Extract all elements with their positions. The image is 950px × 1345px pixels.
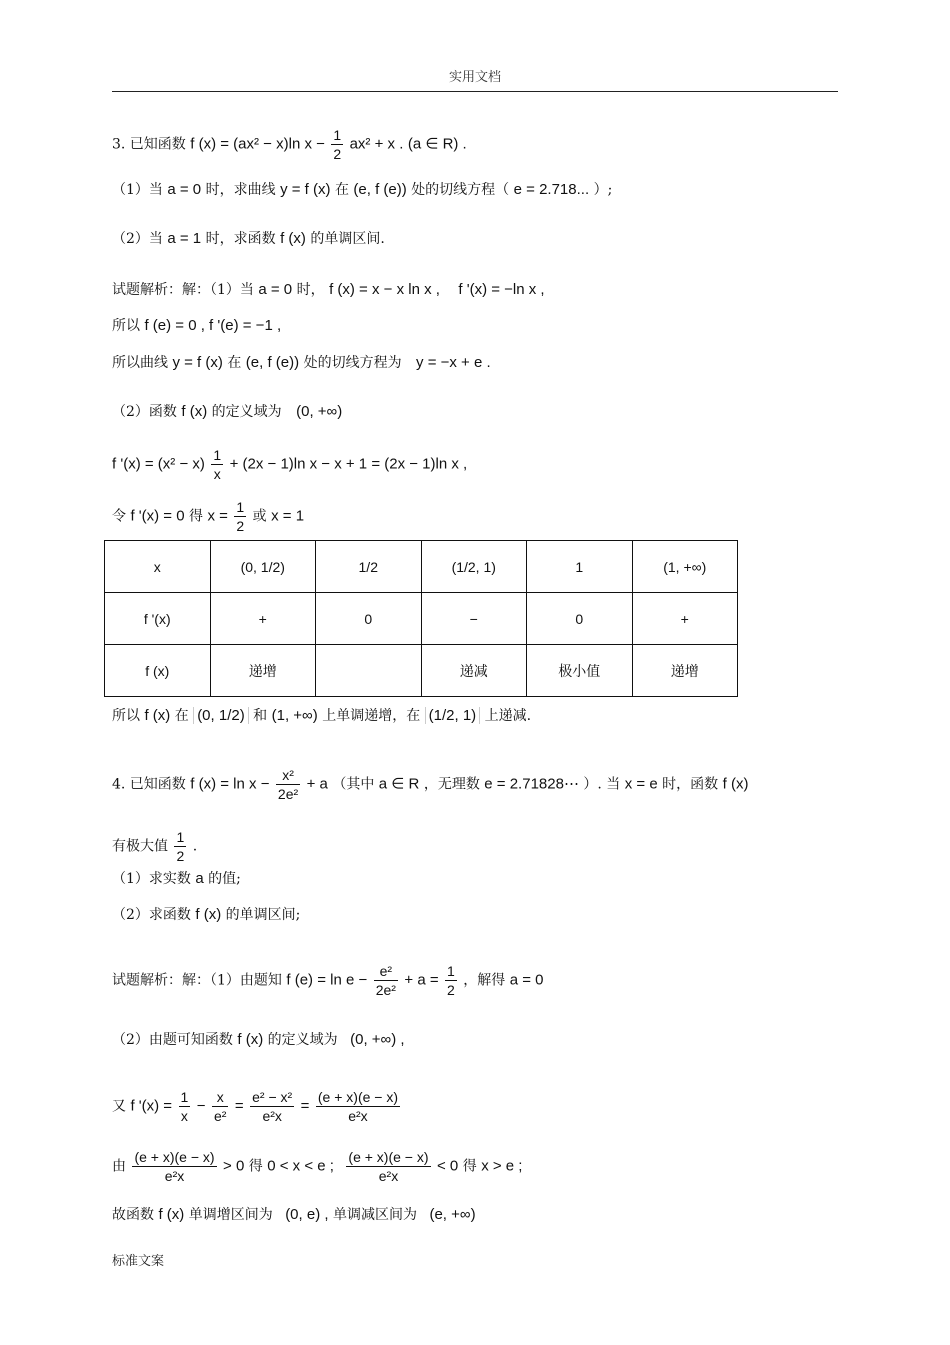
text: 在 <box>227 355 242 371</box>
formula-rhs: + a <box>306 775 328 793</box>
problem-3-domain: (a ∈ R) . <box>407 135 467 153</box>
fraction: $\frac{x}{\text{e²}}$ <box>214 1089 227 1124</box>
text: ）; <box>593 182 613 198</box>
text: . <box>192 838 198 855</box>
table-cell: f '(x) <box>105 593 211 645</box>
problem-3-solution-1 <box>112 280 545 300</box>
text: 处的切线方程为 <box>303 355 402 371</box>
problem-4-inequalities <box>112 1148 522 1185</box>
text: （2）求函数 <box>112 907 191 923</box>
interval-expr: (0, 1/2) <box>193 707 249 724</box>
text: ）. 当 <box>583 776 621 793</box>
fraction: $\frac{(e + x)(e - x)}{\text{e²x}}$ <box>348 1149 429 1184</box>
text: 得 <box>462 1158 477 1175</box>
inequality: < 0 <box>437 1157 459 1175</box>
problem-3-formula-rhs: ax² + x . <box>349 135 404 153</box>
text: 试题解析：解：（1）由题知 <box>112 972 282 989</box>
problem-3-critical-points <box>112 498 304 535</box>
problem-3-solution-3 <box>112 353 491 373</box>
function-expr: f (x) <box>144 707 171 724</box>
e-value: e = 2.718... <box>513 181 590 198</box>
problem-4-conclusion <box>112 1205 476 1225</box>
problem-3-conclusion <box>112 706 531 726</box>
text: 所以曲线 <box>112 355 168 371</box>
derivative-lhs: f '(x) = (x² − x) <box>112 455 205 473</box>
text: 所以 <box>112 318 140 334</box>
sign-table <box>104 540 738 697</box>
operator: = <box>300 1097 310 1115</box>
header-rule <box>112 91 838 92</box>
inequality: > 0 <box>223 1157 245 1175</box>
text: 在 <box>334 182 349 198</box>
domain-expr: (0, +∞) <box>296 403 343 420</box>
text: 的单调区间. <box>310 231 385 247</box>
text: 所以 <box>112 708 140 724</box>
equation-lhs: f (e) = ln e − <box>286 971 368 989</box>
function-expr: f (x) <box>237 1031 264 1048</box>
text: 试题解析：解：（1）当 <box>112 282 254 298</box>
text: 的值; <box>208 871 241 887</box>
text: 在 <box>174 708 189 724</box>
fraction: $\frac{(e + x)(e - x)}{\text{e²x}}$ <box>134 1149 215 1184</box>
text: 上单调递增，在 <box>322 708 421 724</box>
value-expr: f (e) = 0 , f '(e) = −1 , <box>144 317 282 334</box>
table-cell <box>316 645 422 697</box>
fraction-one-over-x: $\frac{1}{x}$ <box>213 447 222 482</box>
x-expr: x = <box>207 507 228 525</box>
text: （1）求实数 <box>112 871 191 887</box>
text: 有极大值 <box>112 838 168 855</box>
text: （2）由题可知函数 <box>112 1032 233 1048</box>
text: 得 <box>189 508 204 525</box>
text: （其中 <box>332 776 375 793</box>
text: （2）函数 <box>112 404 177 420</box>
text: 的定义域为 <box>267 1032 338 1048</box>
table-row <box>105 645 738 697</box>
text: 时，函数 <box>662 776 719 793</box>
page-footer: 标准文案 <box>112 1254 165 1269</box>
fraction-half: $\frac{1}{2}$ <box>333 127 342 162</box>
problem-3-label: 3. 已知函数 <box>112 136 186 153</box>
text: 上递减. <box>484 708 532 724</box>
table-cell: (0, 1/2) <box>210 541 316 593</box>
problem-3-question-1 <box>112 180 612 200</box>
equation-mid: + a = <box>404 971 439 989</box>
function-expr: f (x) <box>158 1206 185 1223</box>
operator: = <box>234 1097 244 1115</box>
text: 得 <box>248 1158 263 1175</box>
table-cell: 1 <box>527 541 633 593</box>
parameter-expr: a <box>195 870 204 887</box>
table-cell: f (x) <box>105 645 211 697</box>
derivative-rhs: + (2x − 1)ln x − x + 1 = (2x − 1)ln x , <box>229 455 468 473</box>
text: 时， <box>296 282 325 298</box>
condition: a = 0 <box>258 281 293 298</box>
problem-4-maximum <box>112 828 197 865</box>
domain-expr: (0, +∞) , <box>350 1031 405 1048</box>
condition: a = 1 <box>167 230 202 247</box>
problem-4-label: 4. 已知函数 <box>112 776 186 793</box>
problem-3-part-2-domain <box>112 402 342 422</box>
text: 令 <box>112 508 126 525</box>
problem-3-question-2 <box>112 229 385 249</box>
fraction: $\frac{(e + x)(e - x)}{\text{e²x}}$ <box>317 1089 399 1124</box>
problem-4-domain <box>112 1030 405 1050</box>
table-cell: (1/2, 1) <box>421 541 527 593</box>
text: 故函数 <box>112 1207 154 1223</box>
derivative-lhs: f '(x) = <box>130 1097 173 1115</box>
condition: a = 0 <box>167 181 202 198</box>
fraction: $\frac{\text{e²}}{\text{2e²}}$ <box>375 963 396 998</box>
function-expr: f (x) = x − x ln x , <box>329 281 440 298</box>
function-expr: f (x) <box>280 230 306 247</box>
text: 时，求曲线 <box>205 182 276 198</box>
x-expr: x = e <box>624 775 658 793</box>
problem-3-solution-2 <box>112 316 281 336</box>
fraction: $\frac{1}{x}$ <box>180 1089 189 1124</box>
fraction-half: $\frac{1}{2}$ <box>447 963 455 998</box>
interval-expr: (e, +∞) <box>429 1206 476 1223</box>
interval-expr: (1/2, 1) <box>425 707 481 724</box>
text: 由 <box>112 1158 126 1175</box>
problem-3-formula-lhs: f (x) = (ax² − x)ln x − <box>190 135 325 153</box>
table-cell: 递减 <box>421 645 527 697</box>
point-expr: (e, f (e)) <box>353 181 407 198</box>
fraction-half: $\frac{1}{2}$ <box>176 829 185 864</box>
table-cell: + <box>210 593 316 645</box>
page-header: 实用文档 <box>448 70 501 85</box>
table-cell: − <box>421 593 527 645</box>
text: ，无理数 <box>423 776 480 793</box>
problem-3-derivative <box>112 446 467 483</box>
text: 的定义域为 <box>211 404 282 420</box>
text: 或 <box>252 508 267 525</box>
table-cell: 0 <box>316 593 422 645</box>
table-cell: 1/2 <box>316 541 422 593</box>
table-cell: 极小值 <box>527 645 633 697</box>
text: 处的切线方程（ <box>411 182 510 198</box>
x-expr: x = 1 <box>271 507 305 525</box>
fraction: $\frac{\text{e² − x²}}{\text{e²x}}$ <box>252 1089 293 1124</box>
text: 又 <box>112 1098 126 1115</box>
problem-3-statement <box>112 126 467 163</box>
text: 的单调区间; <box>225 907 301 923</box>
range-expr: x > e ; <box>481 1157 523 1175</box>
e-value: e = 2.71828⋯ <box>484 775 579 793</box>
function-expr: f (x) <box>195 906 222 923</box>
fraction: $\frac{\text{x²}}{\text{2e²}}$ <box>277 767 299 802</box>
formula-lhs: f (x) = ln x − <box>190 775 270 793</box>
function-expr: f (x) <box>181 403 208 420</box>
table-row <box>105 541 738 593</box>
problem-4-question-2 <box>112 905 300 925</box>
result-expr: a = 0 <box>509 971 544 989</box>
curve-expr: y = f (x) <box>280 181 331 198</box>
fraction-half: $\frac{1}{2}$ <box>236 499 245 534</box>
problem-4-question-1 <box>112 869 241 889</box>
curve-expr: y = f (x) <box>172 354 223 371</box>
interval-expr: (1, +∞) <box>271 707 318 724</box>
text: （2）当 <box>112 231 163 247</box>
text: 和 <box>253 708 268 724</box>
problem-4-statement <box>112 766 748 803</box>
table-cell: 0 <box>527 593 633 645</box>
point-expr: (e, f (e)) <box>245 354 300 371</box>
range-expr: 0 < x < e ; <box>267 1157 334 1175</box>
table-cell: + <box>632 593 738 645</box>
table-cell: (1, +∞) <box>632 541 738 593</box>
parameter-expr: a ∈ R <box>378 775 420 793</box>
table-cell: x <box>105 541 211 593</box>
table-cell: 递增 <box>210 645 316 697</box>
text: 时，求函数 <box>205 231 276 247</box>
tangent-equation: y = −x + e . <box>416 354 491 371</box>
table-row <box>105 593 738 645</box>
derivative-expr: f '(x) = −ln x , <box>458 281 545 298</box>
text: （1）当 <box>112 182 163 198</box>
text: 单调减区间为 <box>333 1207 417 1223</box>
text: 单调增区间为 <box>188 1207 273 1223</box>
function-expr: f (x) <box>722 775 749 793</box>
interval-expr: (0, e) , <box>285 1206 329 1223</box>
table-cell: 递增 <box>632 645 738 697</box>
text: ，解得 <box>463 972 506 989</box>
problem-4-solution-1 <box>112 962 544 999</box>
equation: f '(x) = 0 <box>130 507 185 525</box>
problem-4-derivative <box>112 1088 402 1125</box>
operator: − <box>196 1097 206 1115</box>
